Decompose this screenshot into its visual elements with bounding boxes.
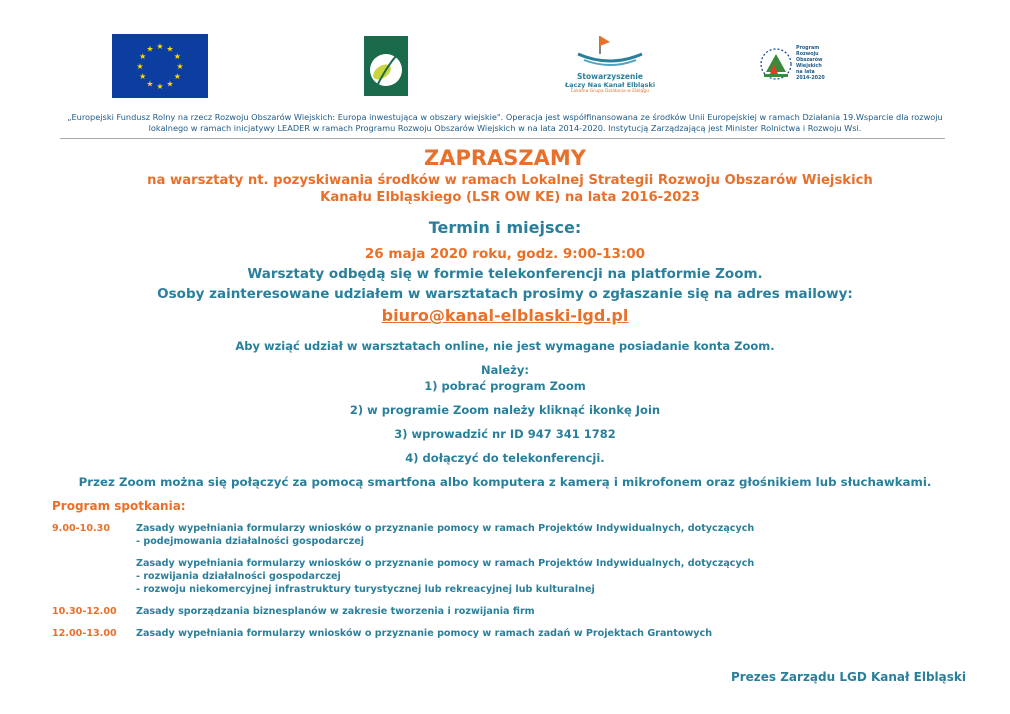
program-heading: Program spotkania: [52,499,186,513]
star-icon: ★ [136,62,144,71]
email-link[interactable]: biuro@kanal-elblaski-lgd.pl [381,306,629,325]
stowarzyszenie-subname: Łączy Nas Kanał Elbląski [564,81,656,89]
step-1: 1) pobrać program Zoom [424,379,586,393]
prow-line-4: Wiejskich [796,64,822,69]
star-icon: ★ [173,52,181,61]
stowarzyszenie-name: Stowarzyszenie [577,72,643,81]
agenda-time: 10.30-12.00 [52,606,117,617]
stowarzyszenie-logo [560,34,660,102]
agenda-line: - rozwoju niekomercyjnej infrastruktury turystycznej lub rekreacyjnej lub kulturalnej [136,584,595,595]
star-icon: ★ [146,44,154,54]
funding-note: „Europejski Fundusz Rolny na rzecz Rozwoju Obszarów Wiejskich: Europa inwestująca w obszary wiejskie". Operacja jest współfinansowana ze środków Unii Europejskiej w ramach Działania 19.Wsparcie dla rozwoju lokalnego w ramach inicjatywy LEADER w ramach Programu Rozwoju Obszarów Wiejskich w na lata 2014-2020. Instytucją Zarządzającą jest Minister Rolnictwa i Rozwoju Wsi. [67,112,943,133]
info-line-1: Warsztaty odbędą się w formie telekonferencji na platformie Zoom. [247,266,763,282]
signature: Prezes Zarządu LGD Kanał Elbląski [730,670,966,684]
steps-heading: Należy: [481,363,529,377]
prow-line-1: Program [796,46,820,51]
agenda-time: 9.00-10.30 [52,523,110,534]
star-icon: ★ [156,42,164,51]
divider [60,138,945,139]
star-icon: ★ [173,72,181,81]
prow-line-3: Obszarów [796,58,823,63]
info-line-2: Osoby zainteresowane udziałem w warsztatach prosimy o zgłaszanie się na adres mailowy: [157,286,853,302]
star-icon: ★ [166,44,174,54]
agenda-line: - podejmowania działalności gospodarczej [136,536,365,547]
event-date: 26 maja 2020 roku, godz. 9:00-13:00 [364,246,646,262]
agenda-line: Zasady wypełniania formularzy wniosków o przyznanie pomocy w ramach zadań w Projektach Grantowych [136,628,713,639]
agenda-line: Zasady wypełniania formularzy wniosków o przyznanie pomocy w ramach Projektów Indywidualnych, dotyczących [136,558,755,569]
logo-bar [0,32,1010,102]
no-account-note: Aby wziąć udział w warsztatach online, nie jest wymagane posiadanie konta Zoom. [235,339,775,353]
page-title: ZAPRASZAMY [423,146,586,170]
prow-logo [758,38,828,94]
device-note: Przez Zoom można się połączyć za pomocą smartfona albo komputera z kamerą i mikrofonem oraz głośnikiem lub słuchawkami. [78,475,932,489]
step-3: 3) wprowadzić nr ID 947 341 1782 [394,427,616,441]
agenda-line: Zasady sporządzania biznesplanów w zakresie tworzenia i rozwijania firm [136,606,535,617]
prow-line-5: na lata 2014-2020 [796,70,825,81]
prow-line-2: Rozwoju [796,52,819,57]
step-2: 2) w programie Zoom należy kliknąć ikonkę Join [349,403,661,417]
agenda-time: 12.00-13.00 [52,628,117,639]
leader-logo [352,34,412,100]
page-subtitle: na warsztaty nt. pozyskiwania środków w ramach Lokalnej Strategii Rozwoju Obszarów Wiejskich Kanału Elbląskiego (LSR OW KE) na lata 2016-2023 [147,173,873,205]
termin-heading: Termin i miejsce: [428,218,582,237]
star-icon: ★ [176,62,184,71]
star-icon: ★ [146,79,154,89]
star-icon: ★ [156,82,164,91]
agenda-line: - rozwijania działalności gospodarczej [136,571,341,582]
eu-flag-logo [112,34,208,98]
stowarzyszenie-lgd: Lokalna Grupa Działania w Elblągu [571,89,649,94]
step-4: 4) dołączyć do telekonferencji. [405,451,605,465]
agenda-line: Zasady wypełniania formularzy wniosków o przyznanie pomocy w ramach Projektów Indywidualnych, dotyczących [136,523,755,534]
star-icon: ★ [139,72,147,81]
star-icon: ★ [139,52,147,61]
star-icon: ★ [166,79,174,89]
